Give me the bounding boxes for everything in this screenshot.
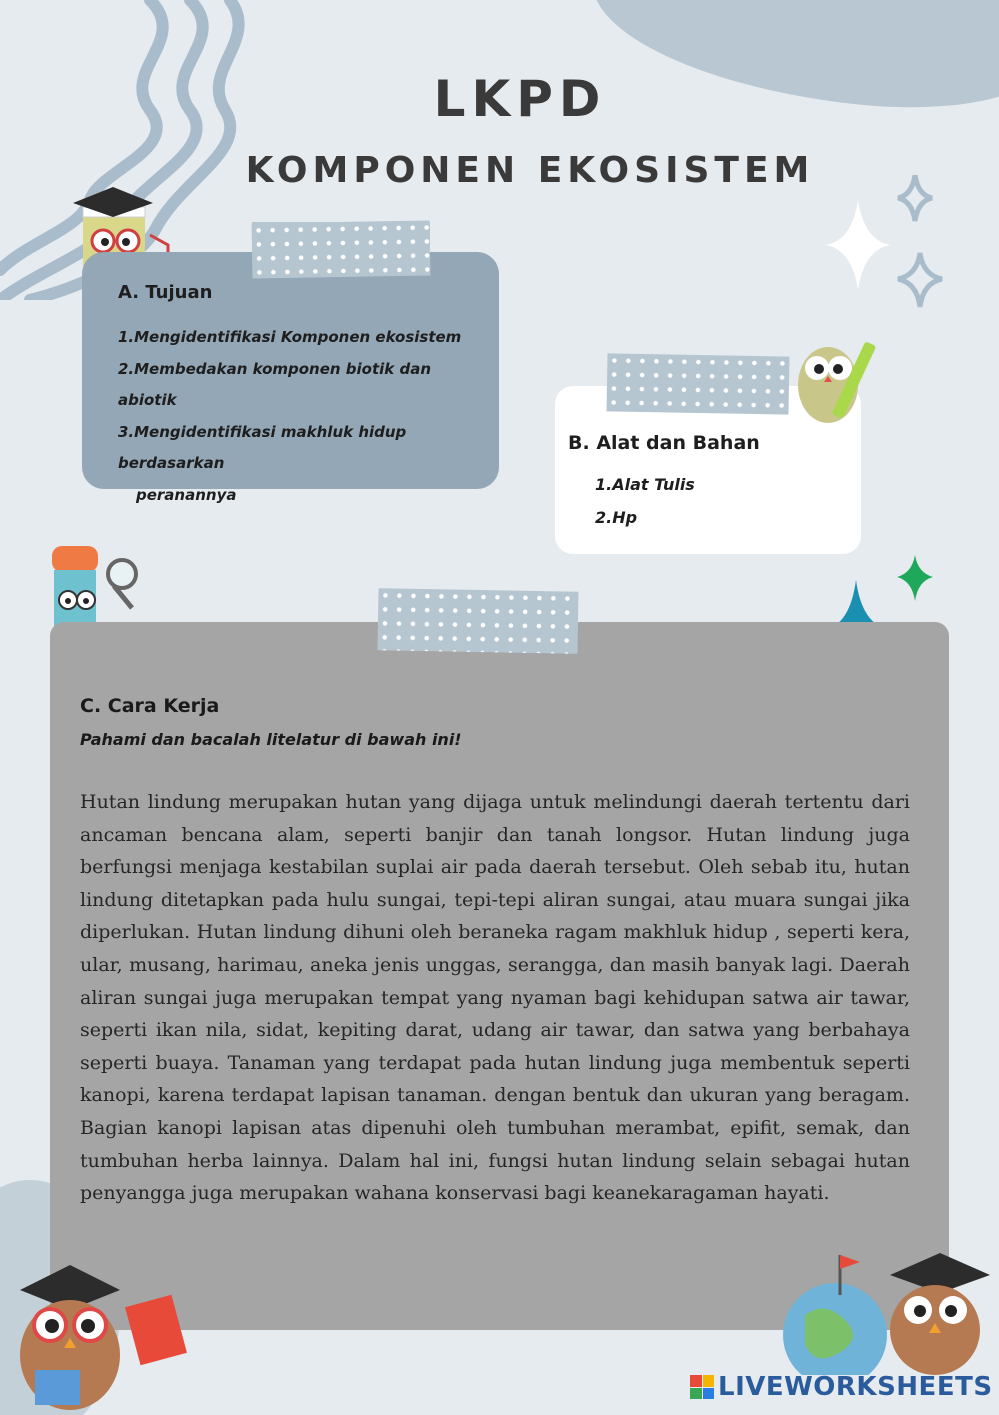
liveworksheets-text: LIVEWORKSHEETS bbox=[718, 1372, 993, 1402]
cara-kerja-heading: C. Cara Kerja bbox=[80, 695, 220, 717]
liveworksheets-logo[interactable] bbox=[690, 1372, 993, 1402]
sparkle-icon bbox=[820, 175, 960, 325]
list-item: 1.Mengidentifikasi Komponen ekosistem bbox=[118, 328, 462, 346]
tujuan-list bbox=[118, 322, 483, 511]
list-item: 3.Mengidentifikasi makhluk hidup berdasarkan bbox=[118, 422, 407, 472]
owl-reading-illustration bbox=[10, 1250, 195, 1410]
page-title: LKPD bbox=[433, 70, 607, 128]
tape-decoration bbox=[377, 588, 578, 653]
tape-decoration bbox=[607, 353, 790, 414]
alat-bahan-list bbox=[595, 468, 695, 534]
page-subtitle: KOMPONEN EKOSISTEM bbox=[245, 150, 815, 191]
tujuan-heading: A. Tujuan bbox=[118, 282, 213, 303]
cara-kerja-instruction: Pahami dan bacalah litelatur di bawah ini! bbox=[80, 730, 462, 749]
owl-globe-illustration bbox=[775, 1245, 995, 1375]
list-item: 1.Alat Tulis bbox=[595, 475, 695, 494]
owl-pencil-illustration bbox=[790, 330, 885, 430]
list-item: 2.Hp bbox=[595, 508, 638, 527]
reading-paragraph: Hutan lindung merupakan hutan yang dijaga untuk melindungi daerah tertentu dari ancaman bencana alam, seperti banjir dan tanah longsor. Hutan lindung juga berfungsi menjaga kestabilan suplai air pada daerah tersebut. Oleh sebab itu, hutan lindung ditetapkan pada hulu sungai, tepi-tepi aliran sungai, atau muara sungai jika diperlukan. Hutan lindung dihuni oleh beraneka ragam makhluk hidup , seperti kera, ular, musang, harimau, aneka jenis unggas, serangga, dan masih banyak lagi. Daerah aliran sungai juga merupakan tempat yang nyaman bagi kehidupan satwa air tawar, seperti ikan nila, sidat, kepiting darat, udang air tawar, dan satwa yang berbahaya seperti buaya. Tanaman yang terdapat pada hutan lindung juga membentuk seperti kanopi, karena terdapat lapisan tanaman. dengan bentuk dan ukuran yang beragam. Bagian kanopi lapisan atas dipenuhi oleh tumbuhan merambat, epifit, semak, dan tumbuhan herba lainnya. Dalam hal ini, fungsi hutan lindung selain sebagai hutan penyangga juga merupakan wahana konservasi bagi keanekaragaman hayati. bbox=[80, 791, 910, 1205]
list-item: peranannya bbox=[136, 485, 237, 504]
alat-bahan-heading: B. Alat dan Bahan bbox=[568, 432, 760, 454]
tape-decoration bbox=[252, 220, 431, 278]
liveworksheets-icon bbox=[690, 1375, 714, 1399]
list-item: 2.Membedakan komponen biotik dan abiotik bbox=[118, 359, 432, 409]
